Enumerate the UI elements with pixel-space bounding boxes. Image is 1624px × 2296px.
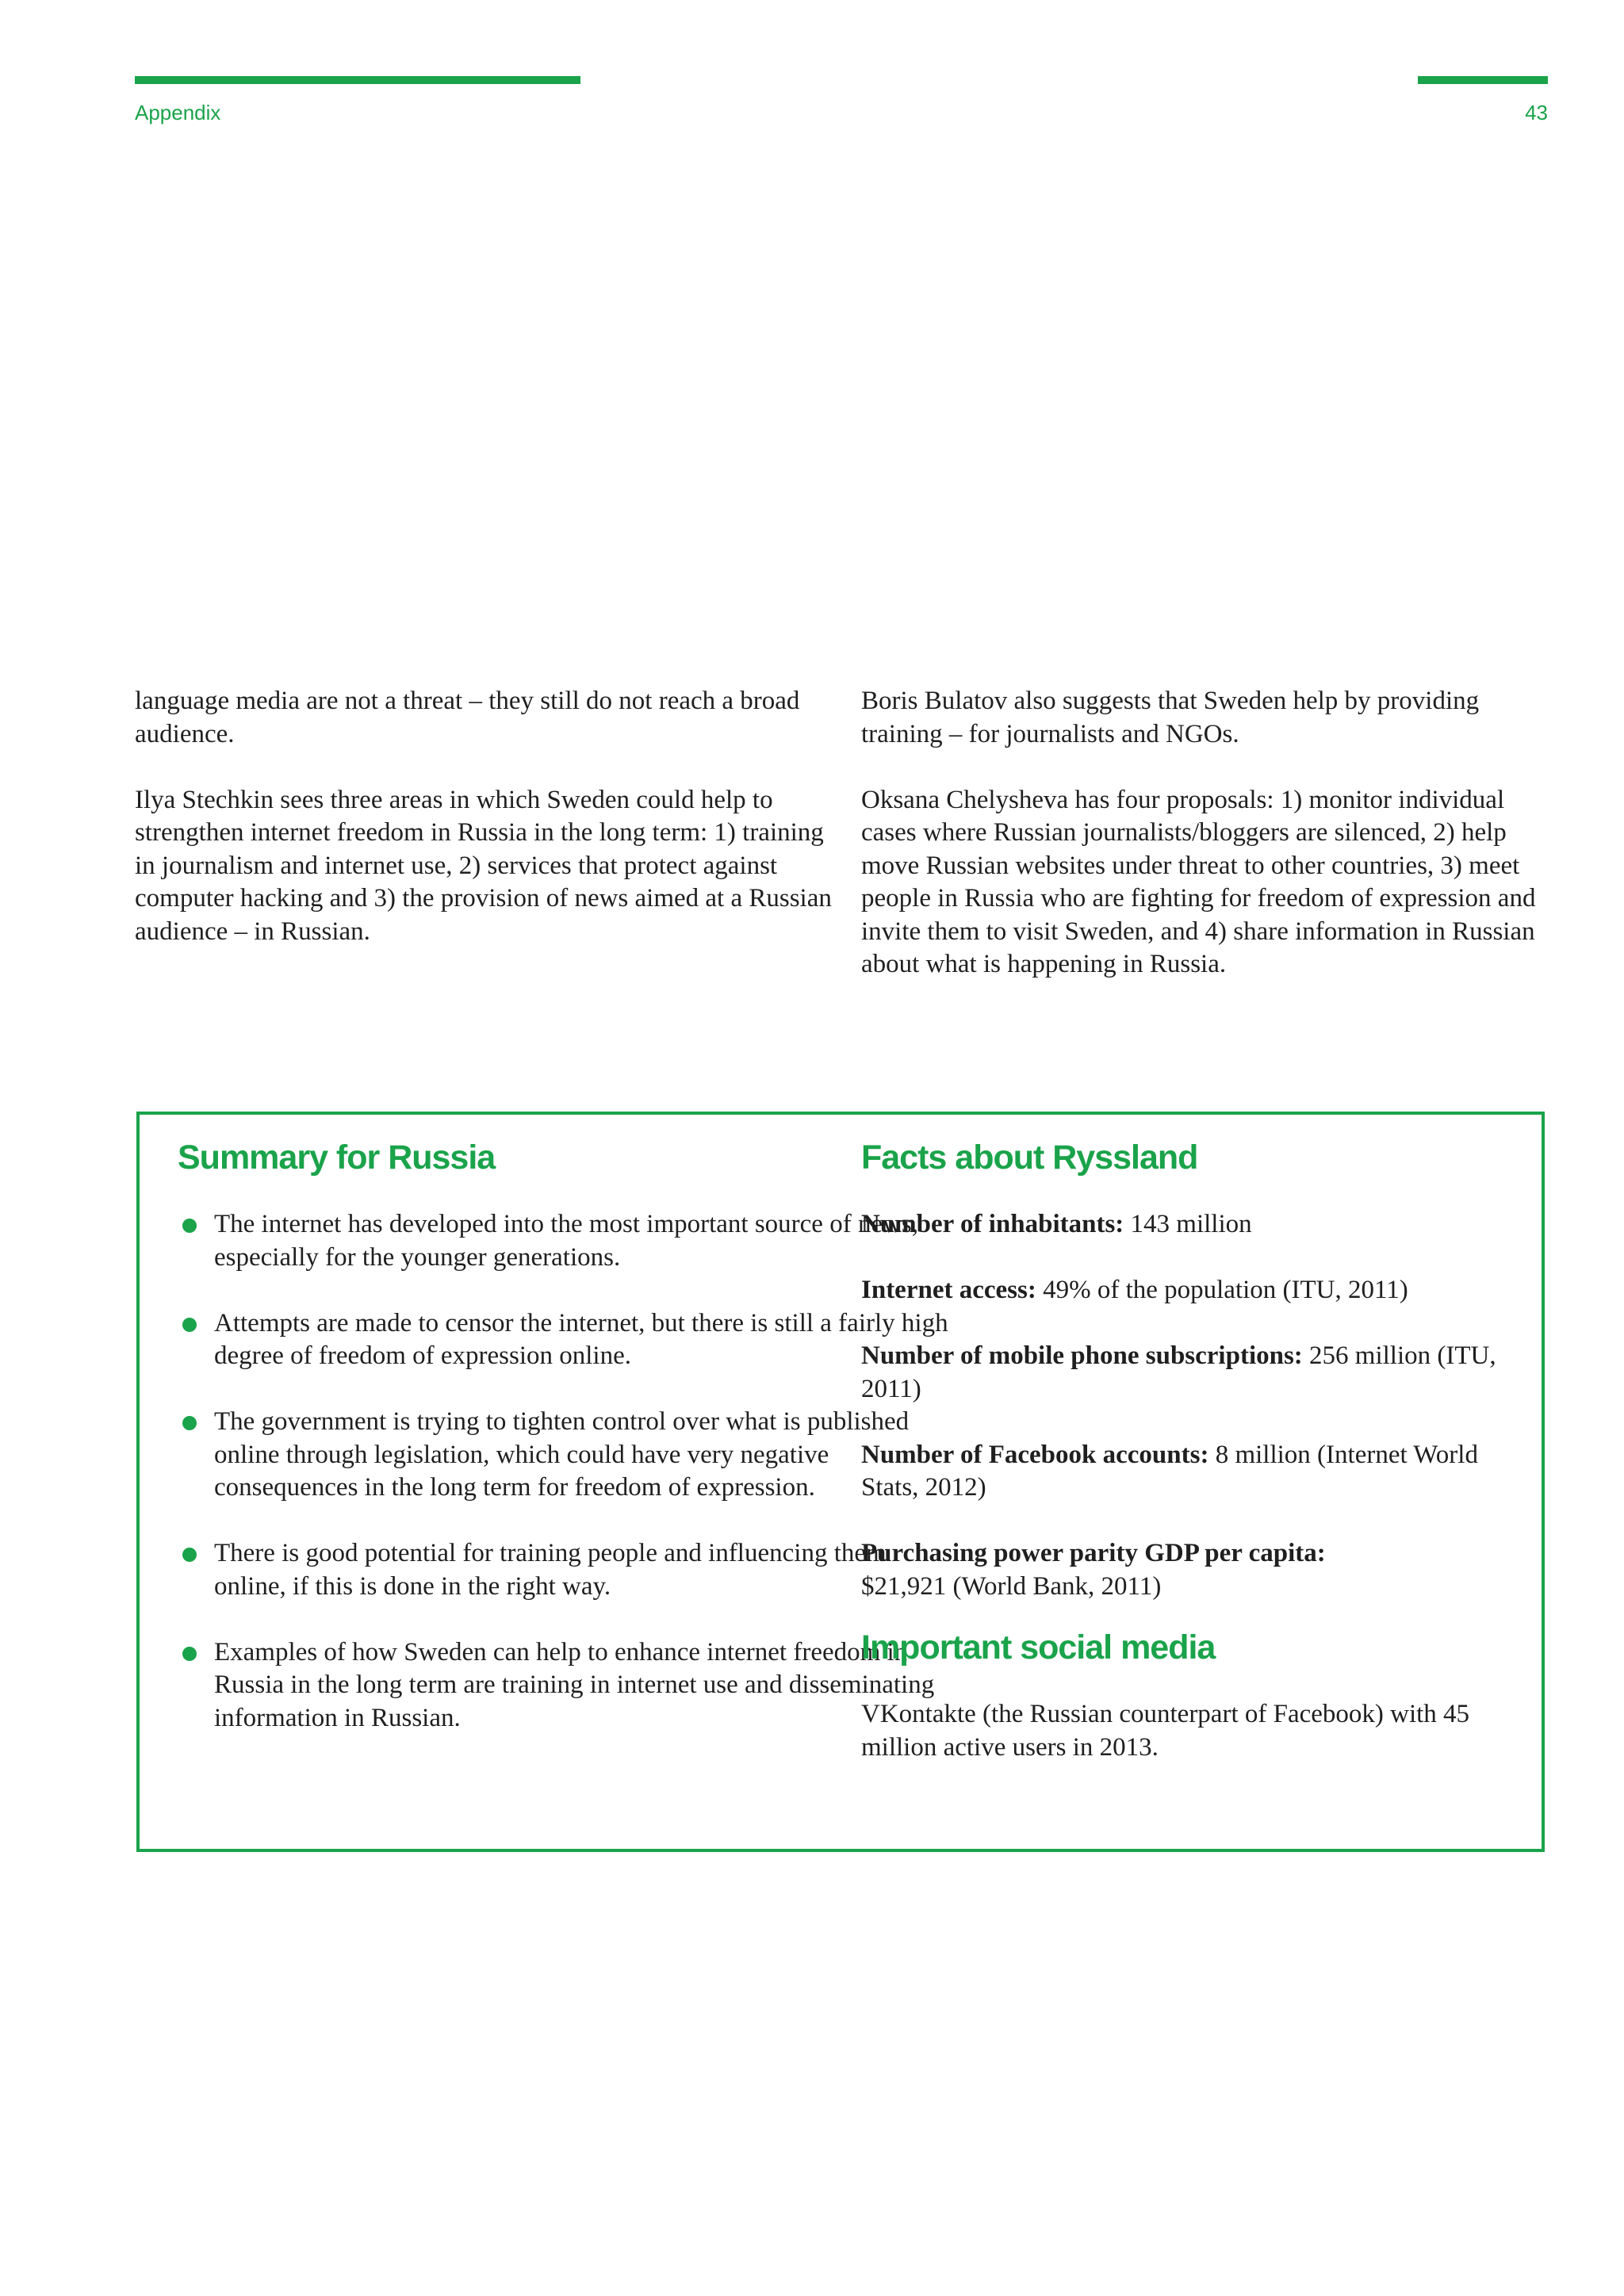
summary-bullet-text: Attempts are made to censor the internet, but there is still a fairly high degree of freedom of expression online.: [214, 1308, 948, 1370]
fact-item: [861, 1208, 1527, 1242]
summary-bullet: [178, 1406, 963, 1505]
page-number: 43: [1525, 101, 1548, 124]
fact-value: 143 million: [1130, 1210, 1252, 1238]
bullet-dot-icon: [182, 1548, 197, 1562]
summary-facts-box: [136, 1112, 1545, 1852]
fact-label: Purchasing power parity GDP per capita:: [861, 1539, 1326, 1567]
social-media-text: VKontakte (the Russian counterpart of Facebook) with 45 million active users in 2013.: [861, 1700, 1470, 1762]
summary-bullet: [178, 1208, 963, 1274]
summary-list: [178, 1208, 963, 1768]
summary-heading: Summary for Russia: [178, 1138, 496, 1177]
summary-bullet-text: Examples of how Sweden can help to enhance internet freedom in Russia in the long term are training in internet use and disseminating information in Russian.: [214, 1637, 935, 1732]
body-paragraph: Boris Bulatov also suggests that Sweden help by providing training – for journalists and NGOs.: [861, 687, 1480, 748]
fact-item: [861, 1340, 1527, 1406]
body-paragraph: Oksana Chelysheva has four proposals: 1) monitor individual cases where Russian journalists/bloggers are silenced, 2) help move Russian websites under threat to other countries, 3) meet people in Russia who are fighting for freedom of expression and invite them to visit Sweden, and 4) share information in Russian about what is happening in Russia.: [861, 785, 1536, 978]
fact-label: Number of mobile phone subscriptions:: [861, 1341, 1303, 1370]
body-column-left: [135, 685, 833, 982]
fact-value: 49% of the population (ITU, 2011): [1043, 1276, 1408, 1304]
header-rule-left: [135, 76, 580, 84]
fact-value: 256 million (ITU, 2011): [861, 1341, 1496, 1403]
bullet-dot-icon: [182, 1416, 197, 1430]
facts-list: [861, 1208, 1527, 1636]
summary-bullet: [178, 1307, 963, 1373]
bullet-dot-icon: [182, 1647, 197, 1661]
bullet-dot-icon: [182, 1318, 197, 1332]
fact-label: Number of inhabitants:: [861, 1210, 1124, 1238]
summary-bullet-text: There is good potential for training people and influencing them online, if this is done in the right way.: [214, 1539, 887, 1601]
fact-item: [861, 1439, 1527, 1505]
bullet-dot-icon: [182, 1219, 197, 1233]
fact-item: [861, 1274, 1527, 1307]
fact-value: $21,921 (World Bank, 2011): [861, 1571, 1162, 1601]
fact-value: 8 million (Internet World Stats, 2012): [861, 1440, 1478, 1502]
section-label: Appendix: [135, 101, 221, 124]
header-rule-right: [1418, 76, 1548, 84]
summary-bullet-text: The internet has developed into the most important source of news, especially for the younger generations.: [214, 1210, 919, 1272]
fact-item: [861, 1537, 1527, 1603]
body-paragraph: language media are not a threat – they still do not reach a broad audience.: [135, 687, 800, 748]
body-column-right: [861, 685, 1559, 1014]
summary-bullet: [178, 1537, 963, 1603]
summary-bullet: [178, 1636, 963, 1735]
summary-bullet-text: The government is trying to tighten control over what is published online through legislation, which could have very negative consequences in the long term for freedom of expression.: [214, 1407, 910, 1502]
fact-label: Internet access:: [861, 1276, 1036, 1304]
fact-label: Number of Facebook accounts:: [861, 1440, 1209, 1469]
social-media-heading: Important social media: [861, 1628, 1216, 1667]
facts-heading: Facts about Ryssland: [861, 1138, 1198, 1177]
body-paragraph: Ilya Stechkin sees three areas in which Sweden could help to strengthen internet freedom in Russia in the long term: 1) training in journalism and internet use, 2) services that protect against computer hacking and 3) the provision of news aimed at a Russian audience – in Russian.: [135, 785, 832, 946]
